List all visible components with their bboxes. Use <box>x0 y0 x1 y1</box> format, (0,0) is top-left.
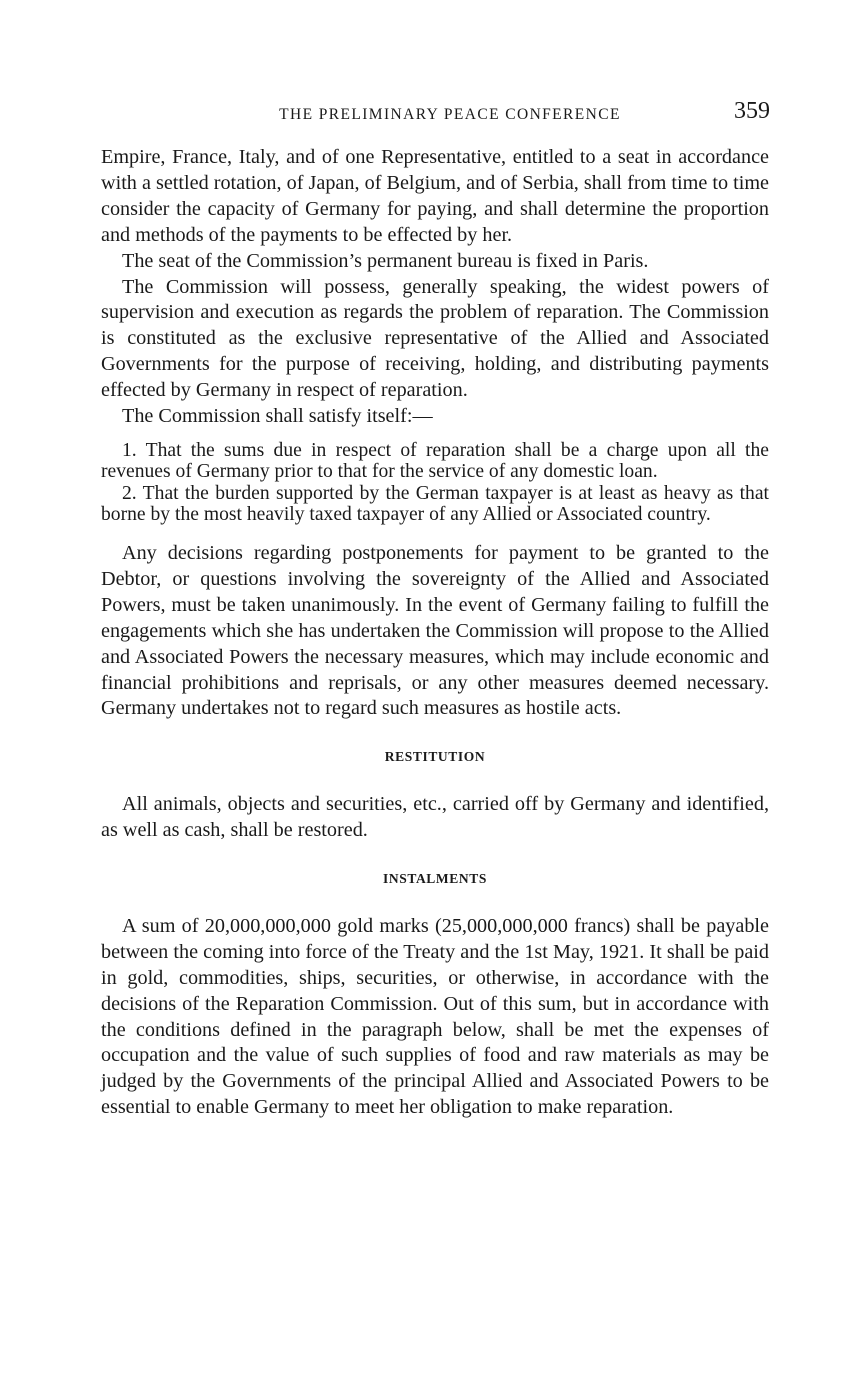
paragraph-instalments: A sum of 20,000,000,000 gold marks (25,000,000,000 francs) shall be payable between the coming into force of the Treaty and the 1st May, 1921. It shall be paid in gold, commodities, ships, securities, or otherwise, in accordance with the decisions of the Reparation Commission. Out of this sum, but in accordance with the conditions defined in the paragraph below, shall be met the expenses of occupation and the value of such supplies of food and raw materials as may be judged by the Governments of the principal Allied and Associated Powers to be essential to enable Germany to meet her obligation to make reparation. <box>101 914 769 1119</box>
paragraph-commission-seat: The seat of the Commission’s permanent bureau is fixed in Paris. <box>122 249 649 272</box>
list-item-2: 2. That the burden supported by the German taxpayer is at least as heavy as that borne by the most heavily taxed taxpayer of any Allied or Associated country. <box>101 482 769 526</box>
page-number: 359 <box>734 98 770 124</box>
page-header <box>100 98 770 132</box>
running-head: THE PRELIMINARY PEACE CONFERENCE <box>279 106 621 123</box>
section-heading-restitution: RESTITUTION <box>384 749 486 765</box>
paragraph-decisions: Any decisions regarding postponements for payment to be granted to the Debtor, or questions involving the sovereignty of the Allied and Associated Powers, must be taken unanimously. In the event of Germany failing to fulfill the engagements which she has undertaken the Commission will propose to the Allied and Associated Powers the necessary measures, which may include economic and financial prohibitions and reprisals, or any other measures deemed necessary. Germany undertakes not to regard such measures as hostile acts. <box>101 541 769 720</box>
paragraph-commission-satisfy: The Commission shall satisfy itself:— <box>122 405 433 428</box>
page-body <box>101 145 769 1121</box>
list-item-1: 1. That the sums due in respect of reparation shall be a charge upon all the revenues of Germany prior to that for the service of any domestic loan. <box>101 439 769 483</box>
paragraph-commission-powers: The Commission will possess, generally speaking, the widest powers of supervision and execution as regards the problem of reparation. The Commission is constituted as the exclusive representative of the Allied and Associated Governments for the purpose of receiving, holding, and distributing payments effected by Germany in respect of reparation. <box>101 275 769 402</box>
section-heading-instalments: INSTALMENTS <box>383 871 487 887</box>
paragraph-commission-composition: Empire, France, Italy, and of one Representative, entitled to a seat in accordance with a settled rotation, of Japan, of Belgium, and of Serbia, shall from time to time consider the capacity of Germany for paying, and shall determine the proportion and methods of the payments to be effected by her. <box>101 146 769 246</box>
paragraph-restitution: All animals, objects and securities, etc., carried off by Germany and identified, as well as cash, shall be restored. <box>101 793 769 842</box>
